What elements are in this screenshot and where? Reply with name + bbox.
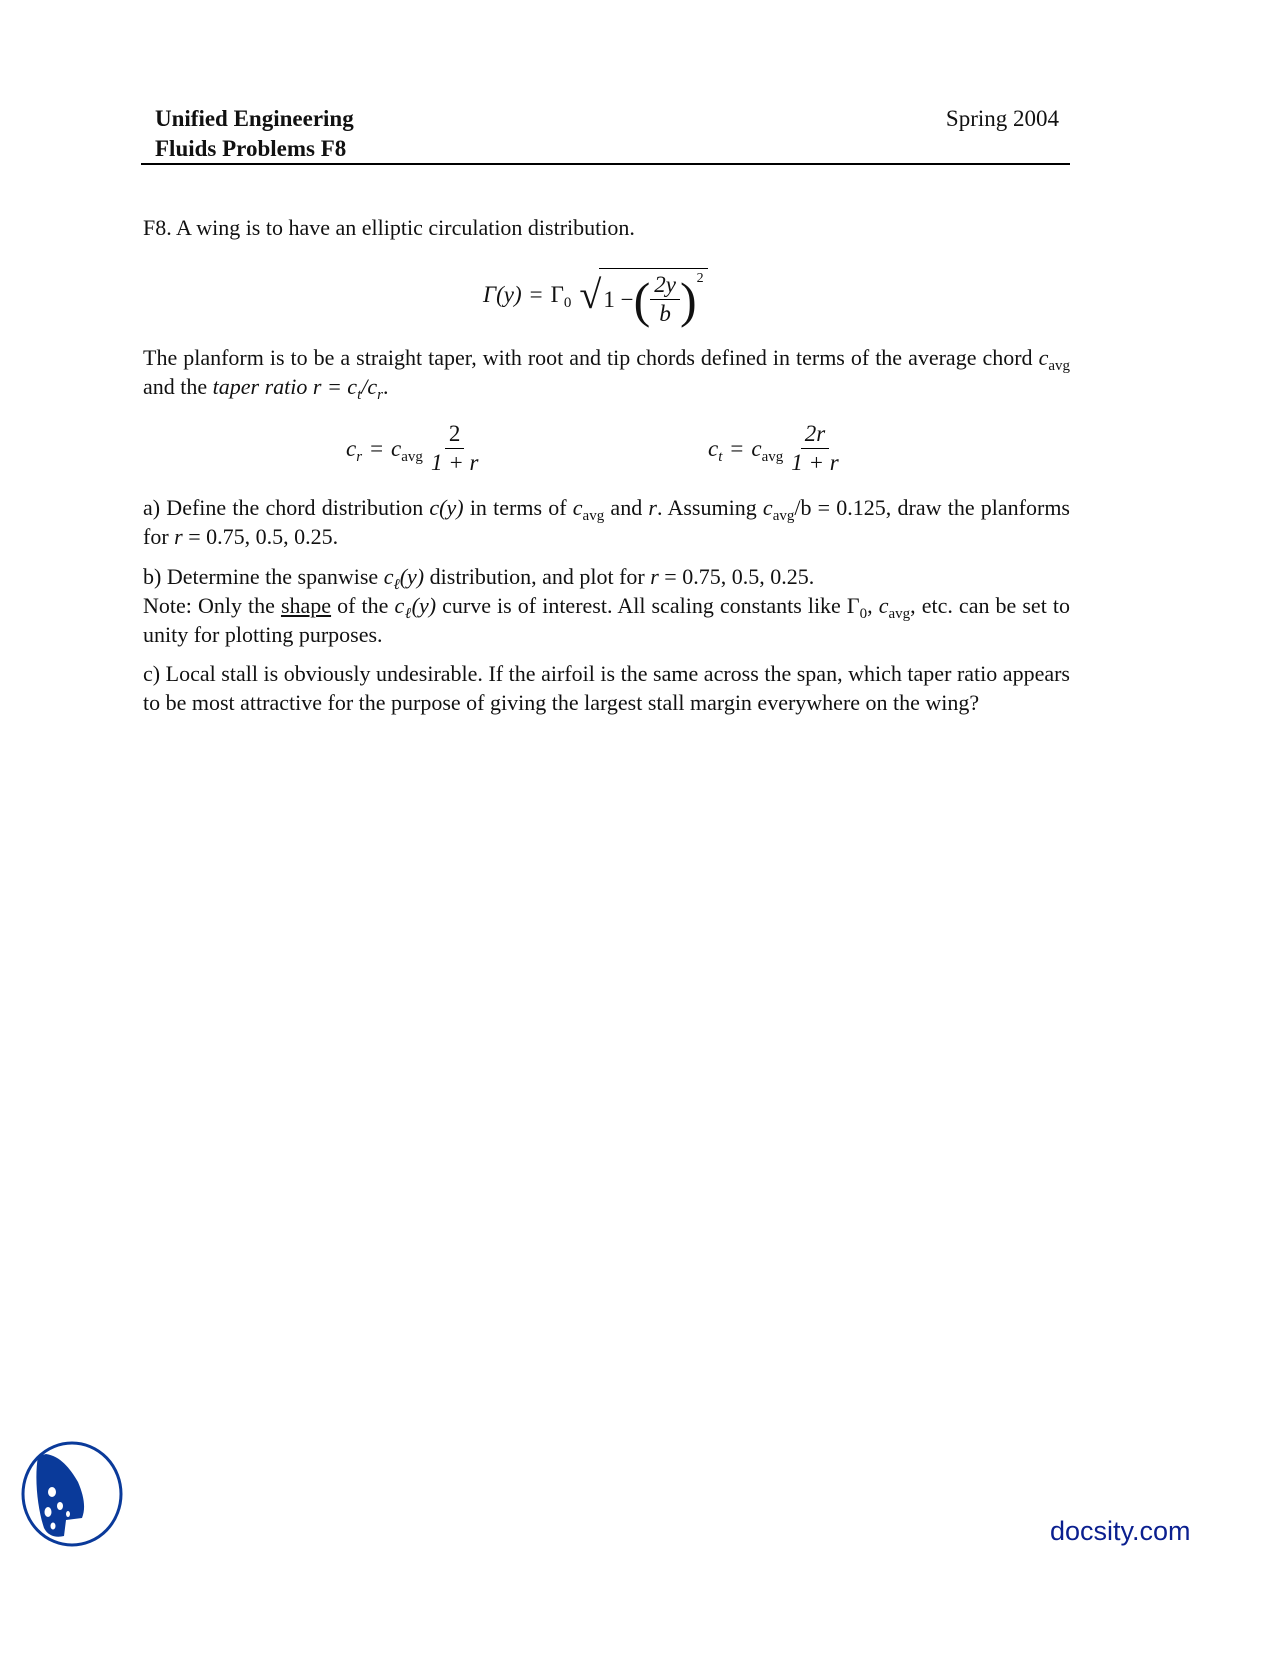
frac-num: 2y (650, 271, 680, 300)
eq-lhs: Γ(y) (483, 282, 522, 307)
page-header (155, 104, 1059, 164)
part-a: a) Define the chord distribution c(y) in terms of $c_{avg}$ and r. Assuming $c_{avg}/b = 0.125$, draw the planforms for r = 0.75, 0.5, 0.25. (143, 495, 1070, 549)
docsity-brand[interactable]: docsity.com (1050, 1516, 1191, 1546)
docsity-logo-icon (20, 1440, 124, 1548)
sqrt-body: 1 − ( $\frac{2y}{b}$ ) $^2$ (599, 268, 707, 328)
part-b: b) Determine the spanwise $c_\ell(y)$ distribution, and plot for r = 0.75, 0.5, 0.25. Note: Only the shape of the $c_\ell(y)$ curve is of interest. All scaling constants like $\Gamma_0$, $c_{avg}$, etc. can be set to unity for plotting purposes. (143, 564, 1070, 647)
planform-paragraph: The planform is to be a straight taper, with root and tip chords defined in terms of the average chord $c_{avg}$ and the taper ratio $r = c_t/c_r$. (143, 345, 1070, 403)
intro-text: F8. A wing is to have an elliptic circulation distribution. (143, 215, 635, 240)
part-c: c) Local stall is obviously undesirable. If the airfoil is the same across the span, which taper ratio appears to be most attractive for the purpose of giving the largest stall margin everywhere on the wing? (143, 661, 1070, 715)
root-chord-equation: $c_r$ = $c_{avg}$ $\frac{2}{1 + r}$ (346, 421, 479, 475)
header-rule (141, 163, 1070, 165)
gamma0: $\Gamma_0$ (550, 282, 572, 311)
frac-den: b (659, 301, 671, 326)
one-minus: 1 − (603, 286, 634, 312)
problem-set-title: Fluids Problems F8 (155, 136, 347, 161)
exponent: 2 (696, 271, 704, 286)
eq-sign: = (529, 282, 543, 307)
term: Spring 2004 (945, 106, 1059, 131)
tip-chord-equation: $c_t$ = $c_{avg}$ $\frac{2r}{1 + r}$ (708, 421, 839, 475)
course-title: Unified Engineering (155, 106, 354, 131)
circulation-equation: Γ(y) = $\Gamma_0$ √ 1 − ( $\frac{2y}{b}$ ) $^2$ (483, 262, 708, 328)
